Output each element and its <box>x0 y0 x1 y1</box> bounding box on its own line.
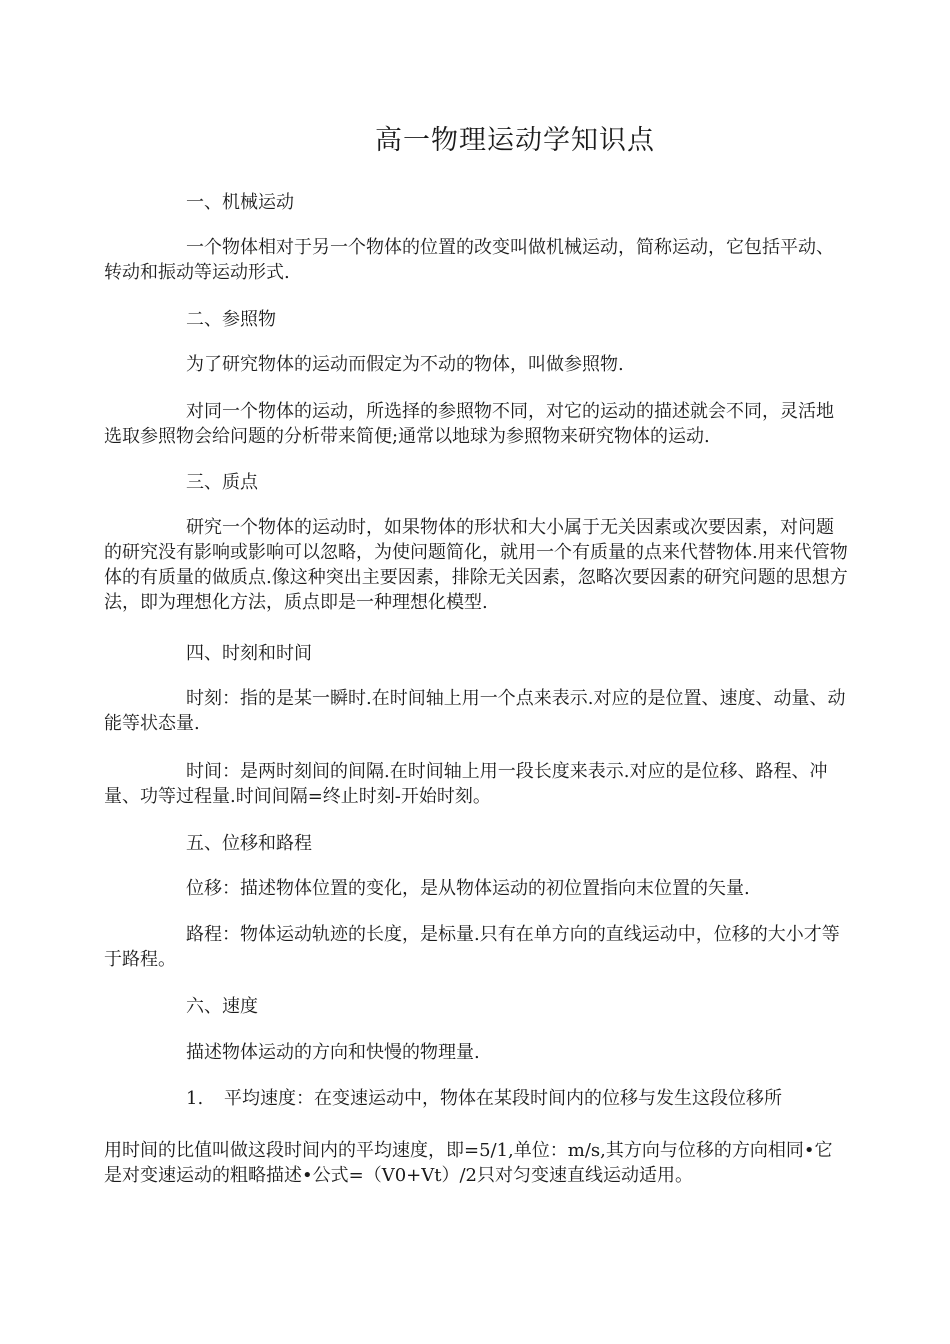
paragraph: 描述物体运动的方向和快慢的物理量. <box>186 1042 480 1063</box>
list-item-average-velocity <box>186 1086 846 1111</box>
paragraph: 时刻：指的是某一瞬时.在时间轴上用一个点来表示.对应的是位置、速度、动量、动能等状态量. <box>104 688 846 734</box>
section-heading-reference-frame: 二、参照物 <box>186 309 276 330</box>
section-heading-displacement: 五、位移和路程 <box>186 833 312 854</box>
paragraph: 位移：描述物体位置的变化，是从物体运动的初位置指向末位置的矢量. <box>186 878 750 899</box>
list-item-text: 平均速度：在变速运动中，物体在某段时间内的位移与发生这段位移所 <box>224 1088 782 1109</box>
paragraph: 为了研究物体的运动而假定为不动的物体，叫做参照物. <box>186 354 624 375</box>
list-number: 1. <box>186 1088 204 1109</box>
section-heading-particle: 三、质点 <box>186 472 258 493</box>
paragraph: 研究一个物体的运动时，如果物体的形状和大小属于无关因素或次要因素，对问题的研究没有影响或影响可以忽略，为使问题简化，就用一个有质量的点来代替物体.用来代管物体的有质量的做质点.像这种突出主要因素，排除无关因素，忽略次要因素的研究问题的思想方法，即为理想化方法，质点即是一种理想化模型. <box>104 517 848 613</box>
section-heading-mechanical-motion: 一、机械运动 <box>186 192 294 213</box>
paragraph: 用时间的比值叫做这段时间内的平均速度，即=5/1,单位：m/s,其方向与位移的方向相同•它是对变速运动的粗略描述•公式=（V0+Vt）/2只对匀变速直线运动适用。 <box>104 1140 833 1186</box>
paragraph: 一个物体相对于另一个物体的位置的改变叫做机械运动，简称运动，它包括平动、转动和振动等运动形式. <box>104 237 834 283</box>
paragraph: 路程：物体运动轨迹的长度，是标量.只有在单方向的直线运动中，位移的大小才等于路程。 <box>104 924 840 970</box>
section-heading-time: 四、时刻和时间 <box>186 643 312 664</box>
page-title: 高一物理运动学知识点 <box>375 125 655 156</box>
paragraph: 对同一个物体的运动，所选择的参照物不同，对它的运动的描述就会不同，灵活地选取参照物会给问题的分析带来简便;通常以地球为参照物来研究物体的运动. <box>104 401 834 447</box>
paragraph: 时间：是两时刻间的间隔.在时间轴上用一段长度来表示.对应的是位移、路程、冲量、功等过程量.时间间隔=终止时刻-开始时刻。 <box>104 761 828 807</box>
section-heading-velocity: 六、速度 <box>186 996 258 1017</box>
